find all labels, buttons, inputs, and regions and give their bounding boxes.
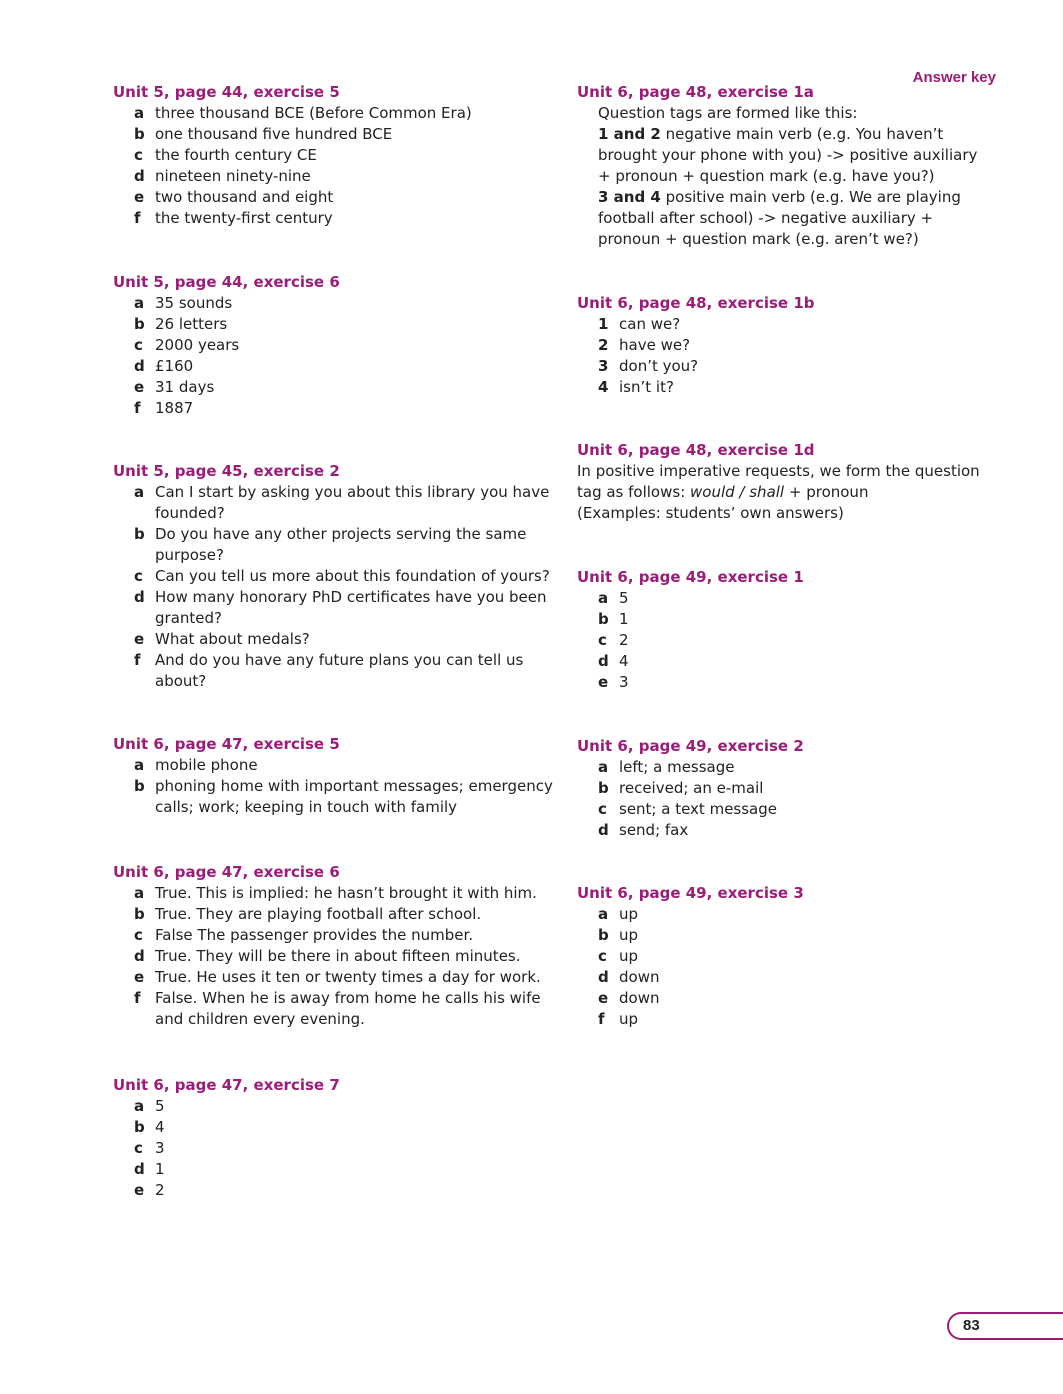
- item-label: c: [134, 926, 143, 944]
- item-label: e: [134, 378, 145, 396]
- answer-item: [113, 629, 563, 650]
- item-label: e: [134, 188, 145, 206]
- item-label: b: [598, 926, 609, 944]
- item-label: a: [134, 104, 145, 122]
- item-text: True. They are playing football after school.: [155, 905, 482, 923]
- item-label: f: [134, 651, 141, 669]
- section-title: Unit 6, page 47, exercise 5: [113, 735, 340, 753]
- item-text: False The passenger provides the number.: [155, 926, 474, 944]
- answer-item: [113, 356, 563, 377]
- item-text: 35 sounds: [155, 294, 233, 312]
- item-text: the fourth century CE: [155, 146, 317, 164]
- item-label: a: [134, 756, 145, 774]
- item-text: up: [619, 926, 639, 944]
- item-label: d: [134, 588, 145, 606]
- answer-item: [113, 988, 563, 1030]
- section-title: Unit 6, page 49, exercise 3: [577, 884, 804, 902]
- item-text: have we?: [619, 336, 691, 354]
- page-number: 83: [963, 1317, 980, 1334]
- item-label: b: [134, 777, 145, 795]
- item-text: Can you tell us more about this foundation of yours?: [155, 567, 550, 585]
- item-text: don’t you?: [619, 357, 699, 375]
- item-label: f: [134, 399, 141, 417]
- section-title: Unit 6, page 48, exercise 1d: [577, 441, 815, 459]
- answer-item: [113, 398, 563, 419]
- item-text: True. He uses it ten or twenty times a day for work.: [155, 968, 541, 986]
- answer-list: [577, 588, 982, 693]
- item-label: c: [134, 1139, 143, 1157]
- answer-list: [113, 293, 563, 419]
- answer-item: [577, 356, 982, 377]
- answer-item: [577, 967, 982, 988]
- examples-note: (Examples: students’ own answers): [577, 504, 844, 522]
- item-label: e: [134, 968, 145, 986]
- running-header: Answer key: [912, 69, 996, 86]
- text-italic: would / shall: [690, 483, 785, 501]
- item-label: b: [134, 125, 145, 143]
- item-label: e: [134, 630, 145, 648]
- section-u5-p44-ex6: [113, 272, 563, 419]
- answer-item: [577, 904, 982, 925]
- item-label: a: [134, 884, 145, 902]
- answer-item: [577, 314, 982, 335]
- item-text: 1: [619, 610, 629, 628]
- item-text: received; an e-mail: [619, 779, 764, 797]
- item-text: 5: [619, 589, 629, 607]
- item-text: can we?: [619, 315, 681, 333]
- answer-item: [577, 778, 982, 799]
- answer-item: [577, 672, 982, 693]
- item-label: b: [134, 525, 145, 543]
- item-label: d: [134, 167, 145, 185]
- item-label: c: [598, 631, 607, 649]
- section-u6-p47-ex7: [113, 1075, 563, 1201]
- answer-item: [113, 925, 563, 946]
- item-text: down: [619, 989, 660, 1007]
- section-u6-p49-ex3: [577, 883, 982, 1030]
- item-label: e: [134, 1181, 145, 1199]
- answer-item: [577, 925, 982, 946]
- item-text: And do you have any future plans you can tell us about?: [155, 651, 524, 690]
- item-label: 4: [598, 378, 609, 396]
- answer-item: [577, 988, 982, 1009]
- item-label: d: [134, 947, 145, 965]
- item-text: one thousand five hundred BCE: [155, 125, 393, 143]
- answer-item: [577, 820, 982, 841]
- item-text: 2: [619, 631, 629, 649]
- rule-1-2: [577, 124, 982, 187]
- item-text: 2000 years: [155, 336, 240, 354]
- item-label: b: [598, 610, 609, 628]
- section-title: Unit 6, page 48, exercise 1b: [577, 294, 815, 312]
- answer-list: [113, 482, 563, 692]
- section-title: Unit 6, page 47, exercise 6: [113, 863, 340, 881]
- answer-list: [113, 755, 563, 818]
- section-u5-p44-ex5: [113, 82, 563, 229]
- item-label: c: [598, 947, 607, 965]
- item-label: c: [598, 800, 607, 818]
- answer-item: [113, 377, 563, 398]
- section-title: Unit 5, page 44, exercise 6: [113, 273, 340, 291]
- answer-item: [113, 166, 563, 187]
- answer-list: [113, 103, 563, 229]
- item-text: 1887: [155, 399, 194, 417]
- item-label: d: [598, 821, 609, 839]
- item-label: f: [598, 1010, 605, 1028]
- item-text: nineteen ninety-nine: [155, 167, 311, 185]
- item-text: isn’t it?: [619, 378, 674, 396]
- item-text: 31 days: [155, 378, 215, 396]
- item-text: How many honorary PhD certificates have you been granted?: [155, 588, 547, 627]
- answer-item: [113, 335, 563, 356]
- section-title: Unit 5, page 44, exercise 5: [113, 83, 340, 101]
- answer-item: [113, 1117, 563, 1138]
- item-text: 26 letters: [155, 315, 228, 333]
- section-title: Unit 6, page 48, exercise 1a: [577, 83, 814, 101]
- answer-item: [113, 776, 563, 818]
- answer-item: [577, 799, 982, 820]
- item-label: a: [598, 758, 609, 776]
- item-label: b: [134, 1118, 145, 1136]
- answer-item: [113, 103, 563, 124]
- answer-list: [577, 314, 982, 398]
- item-label: 2: [598, 336, 609, 354]
- section-u6-p48-ex1b: [577, 293, 982, 398]
- intro-text: Question tags are formed like this:: [598, 104, 858, 122]
- item-label: a: [598, 589, 609, 607]
- item-label: a: [134, 294, 145, 312]
- item-label: 3: [598, 357, 609, 375]
- answer-list: [577, 757, 982, 841]
- item-label: e: [598, 673, 609, 691]
- item-text: 1: [155, 1160, 165, 1178]
- item-text: the twenty-first century: [155, 209, 333, 227]
- item-label: e: [598, 989, 609, 1007]
- section-u6-p47-ex6: [113, 862, 563, 1030]
- rule-3-4: [577, 187, 982, 250]
- item-text: three thousand BCE (Before Common Era): [155, 104, 472, 122]
- item-label: 1: [598, 315, 609, 333]
- item-label: a: [134, 1097, 145, 1115]
- item-text: up: [619, 1010, 639, 1028]
- answer-item: [113, 946, 563, 967]
- answer-item: [113, 904, 563, 925]
- item-text: up: [619, 905, 639, 923]
- item-text: left; a message: [619, 758, 735, 776]
- item-label: d: [134, 357, 145, 375]
- item-label: c: [134, 567, 143, 585]
- answer-item: [113, 208, 563, 229]
- item-text: 4: [155, 1118, 165, 1136]
- answer-item: [113, 482, 563, 524]
- explanation-text: [577, 461, 982, 503]
- answer-item: [113, 524, 563, 566]
- item-text: £160: [155, 357, 194, 375]
- item-label: d: [134, 1160, 145, 1178]
- item-text: 4: [619, 652, 629, 670]
- item-text: 2: [155, 1181, 165, 1199]
- item-text: up: [619, 947, 639, 965]
- answer-item: [577, 757, 982, 778]
- item-text: Can I start by asking you about this library you have founded?: [155, 483, 550, 522]
- rule-text: negative main verb (e.g. You haven’t brought your phone with you) -> positive auxiliary + pronoun + question mark (e.g. have you?): [598, 125, 978, 185]
- answer-item: [113, 650, 563, 692]
- answer-item: [113, 187, 563, 208]
- answer-item: [113, 755, 563, 776]
- item-text: mobile phone: [155, 756, 258, 774]
- answer-item: [577, 1009, 982, 1030]
- section-u6-p49-ex2: [577, 736, 982, 841]
- item-text: Do you have any other projects serving the same purpose?: [155, 525, 527, 564]
- item-text: True. This is implied: he hasn’t brought it with him.: [155, 884, 537, 902]
- item-text: down: [619, 968, 660, 986]
- item-text: What about medals?: [155, 630, 310, 648]
- section-u6-p48-ex1a: [577, 82, 982, 250]
- answer-item: [113, 1096, 563, 1117]
- answer-item: [113, 1138, 563, 1159]
- answer-item: [577, 651, 982, 672]
- item-label: c: [134, 146, 143, 164]
- text-part: In positive imperative requests, we form the question tag as follows:: [577, 462, 980, 501]
- item-text: 3: [155, 1139, 165, 1157]
- page-number-tab: [947, 1312, 1063, 1340]
- answer-item: [113, 883, 563, 904]
- section-u5-p45-ex2: [113, 461, 563, 692]
- answer-item: [113, 293, 563, 314]
- item-label: b: [134, 905, 145, 923]
- item-text: True. They will be there in about fifteen minutes.: [155, 947, 521, 965]
- item-text: sent; a text message: [619, 800, 777, 818]
- answer-item: [113, 967, 563, 988]
- section-title: Unit 6, page 49, exercise 1: [577, 568, 804, 586]
- item-label: c: [134, 336, 143, 354]
- item-label: d: [598, 968, 609, 986]
- item-text: 5: [155, 1097, 165, 1115]
- answer-item: [113, 314, 563, 335]
- answer-item: [113, 587, 563, 629]
- section-title: Unit 5, page 45, exercise 2: [113, 462, 340, 480]
- answer-list: [113, 883, 563, 1030]
- answer-item: [577, 335, 982, 356]
- section-u6-p48-ex1d: [577, 440, 982, 524]
- rule-label: 3 and 4: [598, 188, 661, 206]
- item-label: d: [598, 652, 609, 670]
- item-text: False. When he is away from home he calls his wife and children every evening.: [155, 989, 541, 1028]
- text-part: + pronoun: [784, 483, 869, 501]
- answer-item: [577, 609, 982, 630]
- answer-list: [113, 1096, 563, 1201]
- answer-item: [113, 145, 563, 166]
- answer-item: [113, 566, 563, 587]
- item-label: f: [134, 209, 141, 227]
- item-label: b: [598, 779, 609, 797]
- rule-label: 1 and 2: [598, 125, 661, 143]
- answer-item: [577, 377, 982, 398]
- answer-item: [577, 630, 982, 651]
- item-label: a: [598, 905, 609, 923]
- section-u6-p49-ex1: [577, 567, 982, 693]
- item-label: b: [134, 315, 145, 333]
- section-u6-p47-ex5: [113, 734, 563, 818]
- answer-item: [113, 1159, 563, 1180]
- section-title: Unit 6, page 47, exercise 7: [113, 1076, 340, 1094]
- item-label: f: [134, 989, 141, 1007]
- answer-list: [577, 904, 982, 1030]
- answer-item: [577, 588, 982, 609]
- item-text: phoning home with important messages; emergency calls; work; keeping in touch with family: [155, 777, 553, 816]
- item-text: two thousand and eight: [155, 188, 334, 206]
- answer-item: [113, 1180, 563, 1201]
- answer-item: [577, 946, 982, 967]
- item-label: a: [134, 483, 145, 501]
- section-title: Unit 6, page 49, exercise 2: [577, 737, 804, 755]
- item-text: 3: [619, 673, 629, 691]
- item-text: send; fax: [619, 821, 689, 839]
- rule-text: positive main verb (e.g. We are playing football after school) -> negative auxiliary + pronoun + question mark (e.g. aren’t we?): [598, 188, 961, 248]
- answer-item: [113, 124, 563, 145]
